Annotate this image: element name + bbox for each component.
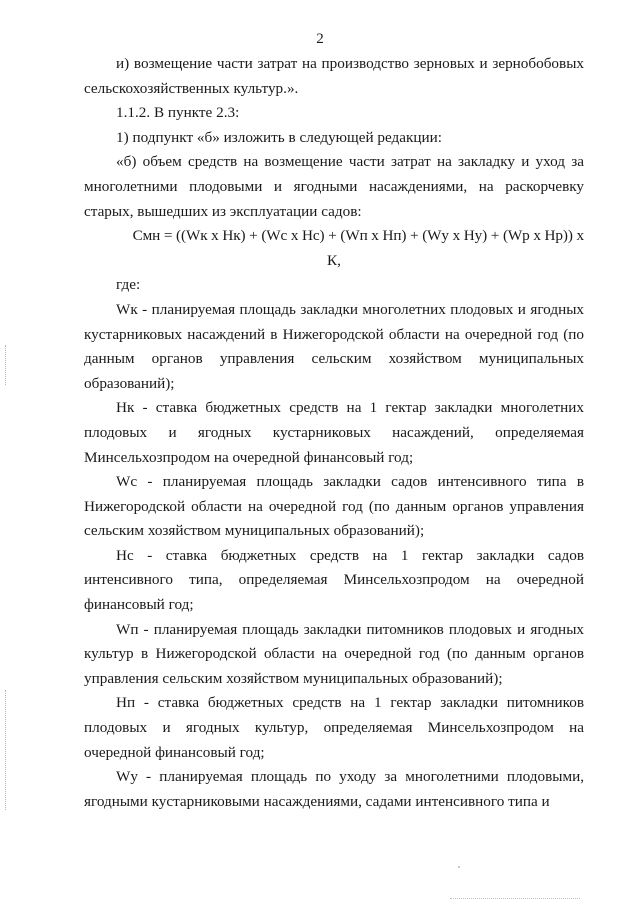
page-number: 2 bbox=[316, 31, 324, 47]
paragraph-subitem-1: 1) подпункт «б» изложить в следующей редакции: bbox=[116, 128, 442, 146]
definition-wp: Wп - планируемая площадь закладки питомников плодовых и ягодных культур в Нижегородской области на очередной год (по данным органов управления сельским хозяйством муниципальных образований); bbox=[84, 620, 584, 687]
paragraph-clause-i: и) возмещение части затрат на производство зерновых и зернобобовых сельскохозяйственных культур.». bbox=[84, 55, 584, 97]
paragraph-clause-b: «б) объем средств на возмещение части затрат на закладку и уход за многолетними плодовыми и ягодными насаждениями, на раскорчевку старых, вышедших из эксплуатации садов: bbox=[84, 153, 584, 220]
scan-edge-mark bbox=[5, 690, 7, 810]
definition-wc: Wc - планируемая площадь закладки садов интенсивного типа в Нижегородской области на очередной год (по данным органов управления сельским хозяйством муниципальных образований); bbox=[84, 473, 584, 540]
definitions-intro: где: bbox=[116, 276, 141, 294]
definition-wk: Wк - планируемая площадь закладки многолетних плодовых и ягодных кустарниковых насаждений в Нижегородской области на очередной год (по данным органов управления сельским хозяйством муниципальных образований); bbox=[84, 300, 584, 392]
formula-tail: К, bbox=[327, 251, 341, 269]
definition-nc: Нс - ставка бюджетных средств на 1 гектар закладки садов интенсивного типа, определяемая Минсельхозпродом на очередной финансовый год; bbox=[84, 546, 584, 614]
scan-bottom-mark bbox=[450, 898, 580, 903]
paragraph-section-1-1-2: 1.1.2. В пункте 2.3: bbox=[116, 104, 240, 122]
definition-np: Нп - ставка бюджетных средств на 1 гектар закладки питомников плодовых и ягодных культур, определяемая Минсельхозпродом на очередной финансовый год; bbox=[84, 694, 584, 761]
definition-nk: Нк - ставка бюджетных средств на 1 гектар закладки многолетних плодовых и ягодных кустарниковых насаждений, определяемая Минсельхозпродом на очередной финансовый год; bbox=[84, 399, 584, 466]
definition-wu: Wу - планируемая площадь по уходу за многолетними плодовыми, ягодными кустарниковыми насаждениями, садами интенсивного типа и bbox=[84, 768, 584, 810]
scan-edge-mark bbox=[5, 345, 7, 385]
formula-line: Смн = ((Wк х Нк) + (Wc х Нс) + (Wп х Нп) + (Wу х Ну) + (Wр х Нр)) х bbox=[132, 227, 584, 245]
scan-speck bbox=[458, 866, 460, 868]
document-body bbox=[84, 52, 584, 814]
